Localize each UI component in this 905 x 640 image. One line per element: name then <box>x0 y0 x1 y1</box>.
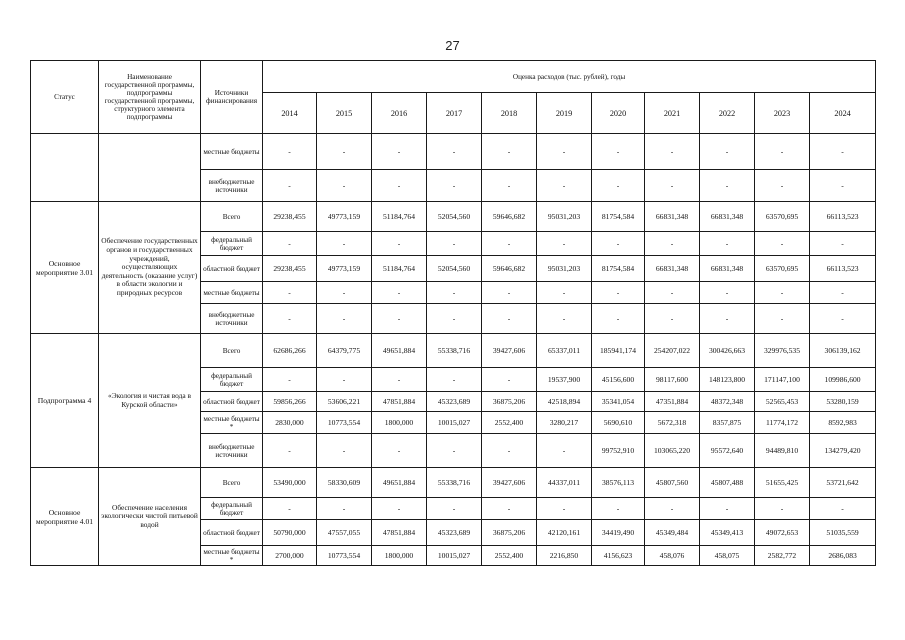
value-cell: - <box>427 134 482 170</box>
status-cell <box>31 134 99 202</box>
value-cell: 53490,000 <box>263 468 317 498</box>
value-cell: - <box>537 282 592 304</box>
value-cell: 2216,850 <box>537 546 592 566</box>
value-cell: 8357,875 <box>700 412 755 434</box>
value-cell: - <box>427 498 482 520</box>
value-cell: - <box>645 232 700 256</box>
value-cell: 51655,425 <box>755 468 810 498</box>
value-cell: - <box>427 282 482 304</box>
value-cell: - <box>592 170 645 202</box>
value-cell: 306139,162 <box>810 334 876 368</box>
value-cell: - <box>372 282 427 304</box>
table-row <box>31 202 876 232</box>
header-year: 2018 <box>482 93 537 134</box>
value-cell: - <box>482 368 537 392</box>
header-expenses: Оценка расходов (тыс. рублей), годы <box>263 61 876 93</box>
status-cell: Подпрограмма 4 <box>31 334 99 468</box>
value-cell: - <box>317 282 372 304</box>
value-cell: 45323,689 <box>427 520 482 546</box>
value-cell: - <box>810 498 876 520</box>
value-cell: 49072,653 <box>755 520 810 546</box>
header-year: 2014 <box>263 93 317 134</box>
value-cell: 53606,221 <box>317 392 372 412</box>
value-cell: 185941,174 <box>592 334 645 368</box>
value-cell: 2686,083 <box>810 546 876 566</box>
value-cell: - <box>645 282 700 304</box>
header-year: 2015 <box>317 93 372 134</box>
value-cell: - <box>700 134 755 170</box>
value-cell: 64379,775 <box>317 334 372 368</box>
value-cell: 4156,623 <box>592 546 645 566</box>
value-cell: 51184,764 <box>372 202 427 232</box>
funding-source-cell: областной бюджет <box>201 392 263 412</box>
value-cell: 51035,559 <box>810 520 876 546</box>
value-cell: - <box>755 170 810 202</box>
value-cell: 171147,100 <box>755 368 810 392</box>
value-cell: - <box>645 134 700 170</box>
value-cell: 66113,523 <box>810 256 876 282</box>
value-cell: - <box>645 170 700 202</box>
value-cell: - <box>482 304 537 334</box>
value-cell: 329976,535 <box>755 334 810 368</box>
funding-source-cell: внебюджетные источники <box>201 434 263 468</box>
value-cell: - <box>755 134 810 170</box>
value-cell: - <box>592 304 645 334</box>
value-cell: 29238,455 <box>263 256 317 282</box>
value-cell: - <box>537 232 592 256</box>
funding-source-cell: федеральный бюджет <box>201 368 263 392</box>
value-cell: 63570,695 <box>755 256 810 282</box>
value-cell: - <box>755 282 810 304</box>
value-cell: 52054,560 <box>427 256 482 282</box>
value-cell: 2582,772 <box>755 546 810 566</box>
value-cell: 2552,400 <box>482 412 537 434</box>
value-cell: 66113,523 <box>810 202 876 232</box>
value-cell: 35341,054 <box>592 392 645 412</box>
value-cell: 51184,764 <box>372 256 427 282</box>
value-cell: - <box>537 304 592 334</box>
value-cell: 95572,640 <box>700 434 755 468</box>
value-cell: 81754,584 <box>592 256 645 282</box>
value-cell: 45349,413 <box>700 520 755 546</box>
value-cell: 10773,554 <box>317 412 372 434</box>
value-cell: - <box>317 368 372 392</box>
header-year: 2017 <box>427 93 482 134</box>
value-cell: - <box>263 232 317 256</box>
value-cell: - <box>427 434 482 468</box>
value-cell: 2700,000 <box>263 546 317 566</box>
value-cell: 53280,159 <box>810 392 876 412</box>
funding-source-cell: внебюджетные источники <box>201 304 263 334</box>
value-cell: 5690,610 <box>592 412 645 434</box>
funding-source-cell: федеральный бюджет <box>201 498 263 520</box>
value-cell: - <box>592 498 645 520</box>
value-cell: 66831,348 <box>700 256 755 282</box>
header-year: 2024 <box>810 93 876 134</box>
value-cell: - <box>263 304 317 334</box>
funding-source-cell: местные бюджеты * <box>201 546 263 566</box>
value-cell: 134279,420 <box>810 434 876 468</box>
header-source: Источники финансирования <box>201 61 263 134</box>
value-cell: 19537,900 <box>537 368 592 392</box>
value-cell: 66831,348 <box>700 202 755 232</box>
value-cell: 39427,606 <box>482 334 537 368</box>
value-cell: 45349,484 <box>645 520 700 546</box>
value-cell: 38576,113 <box>592 468 645 498</box>
funding-source-cell: федеральный бюджет <box>201 232 263 256</box>
value-cell: - <box>482 282 537 304</box>
value-cell: - <box>592 282 645 304</box>
value-cell: - <box>810 232 876 256</box>
value-cell: - <box>537 134 592 170</box>
value-cell: 8592,983 <box>810 412 876 434</box>
value-cell: 10015,027 <box>427 546 482 566</box>
value-cell: 36875,206 <box>482 392 537 412</box>
value-cell: 49651,884 <box>372 334 427 368</box>
value-cell: 458,075 <box>700 546 755 566</box>
value-cell: 47351,884 <box>645 392 700 412</box>
value-cell: - <box>810 282 876 304</box>
value-cell: - <box>263 170 317 202</box>
value-cell: - <box>482 434 537 468</box>
funding-source-cell: областной бюджет <box>201 256 263 282</box>
header-year: 2020 <box>592 93 645 134</box>
value-cell: 95031,203 <box>537 202 592 232</box>
value-cell: 81754,584 <box>592 202 645 232</box>
header-status: Статус <box>31 61 99 134</box>
value-cell: 2552,400 <box>482 546 537 566</box>
value-cell: - <box>592 232 645 256</box>
value-cell: 55338,716 <box>427 334 482 368</box>
header-year: 2021 <box>645 93 700 134</box>
value-cell: 11774,172 <box>755 412 810 434</box>
value-cell: - <box>482 498 537 520</box>
table-row <box>31 468 876 498</box>
value-cell: 62686,266 <box>263 334 317 368</box>
value-cell: - <box>810 134 876 170</box>
value-cell: 148123,800 <box>700 368 755 392</box>
value-cell: 47851,884 <box>372 520 427 546</box>
header-year: 2016 <box>372 93 427 134</box>
value-cell: - <box>427 304 482 334</box>
value-cell: - <box>700 170 755 202</box>
value-cell: 5672,318 <box>645 412 700 434</box>
table-row <box>31 334 876 368</box>
value-cell: - <box>592 134 645 170</box>
table-body <box>31 134 876 566</box>
value-cell: 66831,348 <box>645 202 700 232</box>
value-cell: - <box>263 368 317 392</box>
value-cell: - <box>317 134 372 170</box>
value-cell: - <box>317 434 372 468</box>
value-cell: - <box>700 232 755 256</box>
value-cell: - <box>755 498 810 520</box>
value-cell: 45156,600 <box>592 368 645 392</box>
value-cell: - <box>700 498 755 520</box>
value-cell: 49773,159 <box>317 256 372 282</box>
program-name-cell: Обеспечение государственных органов и государственных учреждений, осуществляющих деятельность (оказание услуг) в области экологии и природных ресурсов <box>99 202 201 334</box>
value-cell: - <box>537 170 592 202</box>
program-name-cell <box>99 134 201 202</box>
value-cell: - <box>427 368 482 392</box>
value-cell: 47557,055 <box>317 520 372 546</box>
value-cell: 95031,203 <box>537 256 592 282</box>
value-cell: 44337,011 <box>537 468 592 498</box>
value-cell: 48372,348 <box>700 392 755 412</box>
value-cell: 50790,000 <box>263 520 317 546</box>
value-cell: 34419,490 <box>592 520 645 546</box>
value-cell: 99752,910 <box>592 434 645 468</box>
value-cell: - <box>263 498 317 520</box>
value-cell: - <box>317 498 372 520</box>
value-cell: - <box>755 304 810 334</box>
funding-source-cell: Всего <box>201 202 263 232</box>
value-cell: - <box>482 134 537 170</box>
value-cell: - <box>372 232 427 256</box>
value-cell: 109986,600 <box>810 368 876 392</box>
value-cell: 52054,560 <box>427 202 482 232</box>
header-year: 2022 <box>700 93 755 134</box>
value-cell: 55338,716 <box>427 468 482 498</box>
value-cell: - <box>372 434 427 468</box>
value-cell: - <box>263 434 317 468</box>
value-cell: 65337,011 <box>537 334 592 368</box>
header-year: 2023 <box>755 93 810 134</box>
value-cell: 45807,488 <box>700 468 755 498</box>
funding-source-cell: областной бюджет <box>201 520 263 546</box>
value-cell: 36875,206 <box>482 520 537 546</box>
value-cell: - <box>372 368 427 392</box>
value-cell: 458,076 <box>645 546 700 566</box>
value-cell: 103065,220 <box>645 434 700 468</box>
funding-source-cell: местные бюджеты * <box>201 412 263 434</box>
value-cell: 66831,348 <box>645 256 700 282</box>
page-number: 27 <box>445 38 460 53</box>
program-name-cell: Обеспечение населения экологически чистой питьевой водой <box>99 468 201 566</box>
value-cell: 58330,609 <box>317 468 372 498</box>
value-cell: 63570,695 <box>755 202 810 232</box>
value-cell: 1800,000 <box>372 546 427 566</box>
table-header <box>31 61 876 134</box>
value-cell: - <box>372 498 427 520</box>
value-cell: - <box>427 170 482 202</box>
value-cell: - <box>317 304 372 334</box>
value-cell: - <box>317 232 372 256</box>
value-cell: 53721,642 <box>810 468 876 498</box>
value-cell: - <box>263 282 317 304</box>
funding-source-cell: местные бюджеты <box>201 282 263 304</box>
value-cell: - <box>427 232 482 256</box>
value-cell: - <box>372 134 427 170</box>
value-cell: 59646,682 <box>482 256 537 282</box>
value-cell: - <box>372 170 427 202</box>
value-cell: - <box>317 170 372 202</box>
value-cell: 98117,600 <box>645 368 700 392</box>
value-cell: 300426,663 <box>700 334 755 368</box>
value-cell: 49651,884 <box>372 468 427 498</box>
value-cell: 47851,884 <box>372 392 427 412</box>
header-year: 2019 <box>537 93 592 134</box>
value-cell: 3280,217 <box>537 412 592 434</box>
value-cell: - <box>700 282 755 304</box>
value-cell: 52565,453 <box>755 392 810 412</box>
value-cell: 59646,682 <box>482 202 537 232</box>
funding-source-cell: внебюджетные источники <box>201 170 263 202</box>
value-cell: 2830,000 <box>263 412 317 434</box>
value-cell: 254207,022 <box>645 334 700 368</box>
value-cell: - <box>755 232 810 256</box>
value-cell: 49773,159 <box>317 202 372 232</box>
header-name: Наименование государственной программы, подпрограммы государственной программы, структурного элемента подпрограммы <box>99 61 201 134</box>
value-cell: - <box>810 304 876 334</box>
value-cell: - <box>537 434 592 468</box>
value-cell: 10773,554 <box>317 546 372 566</box>
value-cell: 10015,027 <box>427 412 482 434</box>
value-cell: 59856,266 <box>263 392 317 412</box>
value-cell: - <box>537 498 592 520</box>
value-cell: 42518,894 <box>537 392 592 412</box>
value-cell: - <box>700 304 755 334</box>
table-row <box>31 134 876 170</box>
funding-source-cell: Всего <box>201 468 263 498</box>
budget-table <box>30 60 876 566</box>
program-name-cell: «Экология и чистая вода в Курской области» <box>99 334 201 468</box>
value-cell: - <box>482 170 537 202</box>
value-cell: - <box>372 304 427 334</box>
value-cell: - <box>482 232 537 256</box>
value-cell: 1800,000 <box>372 412 427 434</box>
value-cell: - <box>263 134 317 170</box>
value-cell: - <box>810 170 876 202</box>
funding-source-cell: Всего <box>201 334 263 368</box>
value-cell: - <box>645 498 700 520</box>
status-cell: Основное мероприятие 4.01 <box>31 468 99 566</box>
funding-source-cell: местные бюджеты <box>201 134 263 170</box>
value-cell: 94489,810 <box>755 434 810 468</box>
value-cell: 45807,560 <box>645 468 700 498</box>
value-cell: 45323,689 <box>427 392 482 412</box>
value-cell: 39427,606 <box>482 468 537 498</box>
value-cell: 29238,455 <box>263 202 317 232</box>
value-cell: - <box>645 304 700 334</box>
value-cell: 42120,161 <box>537 520 592 546</box>
status-cell: Основное мероприятие 3.01 <box>31 202 99 334</box>
